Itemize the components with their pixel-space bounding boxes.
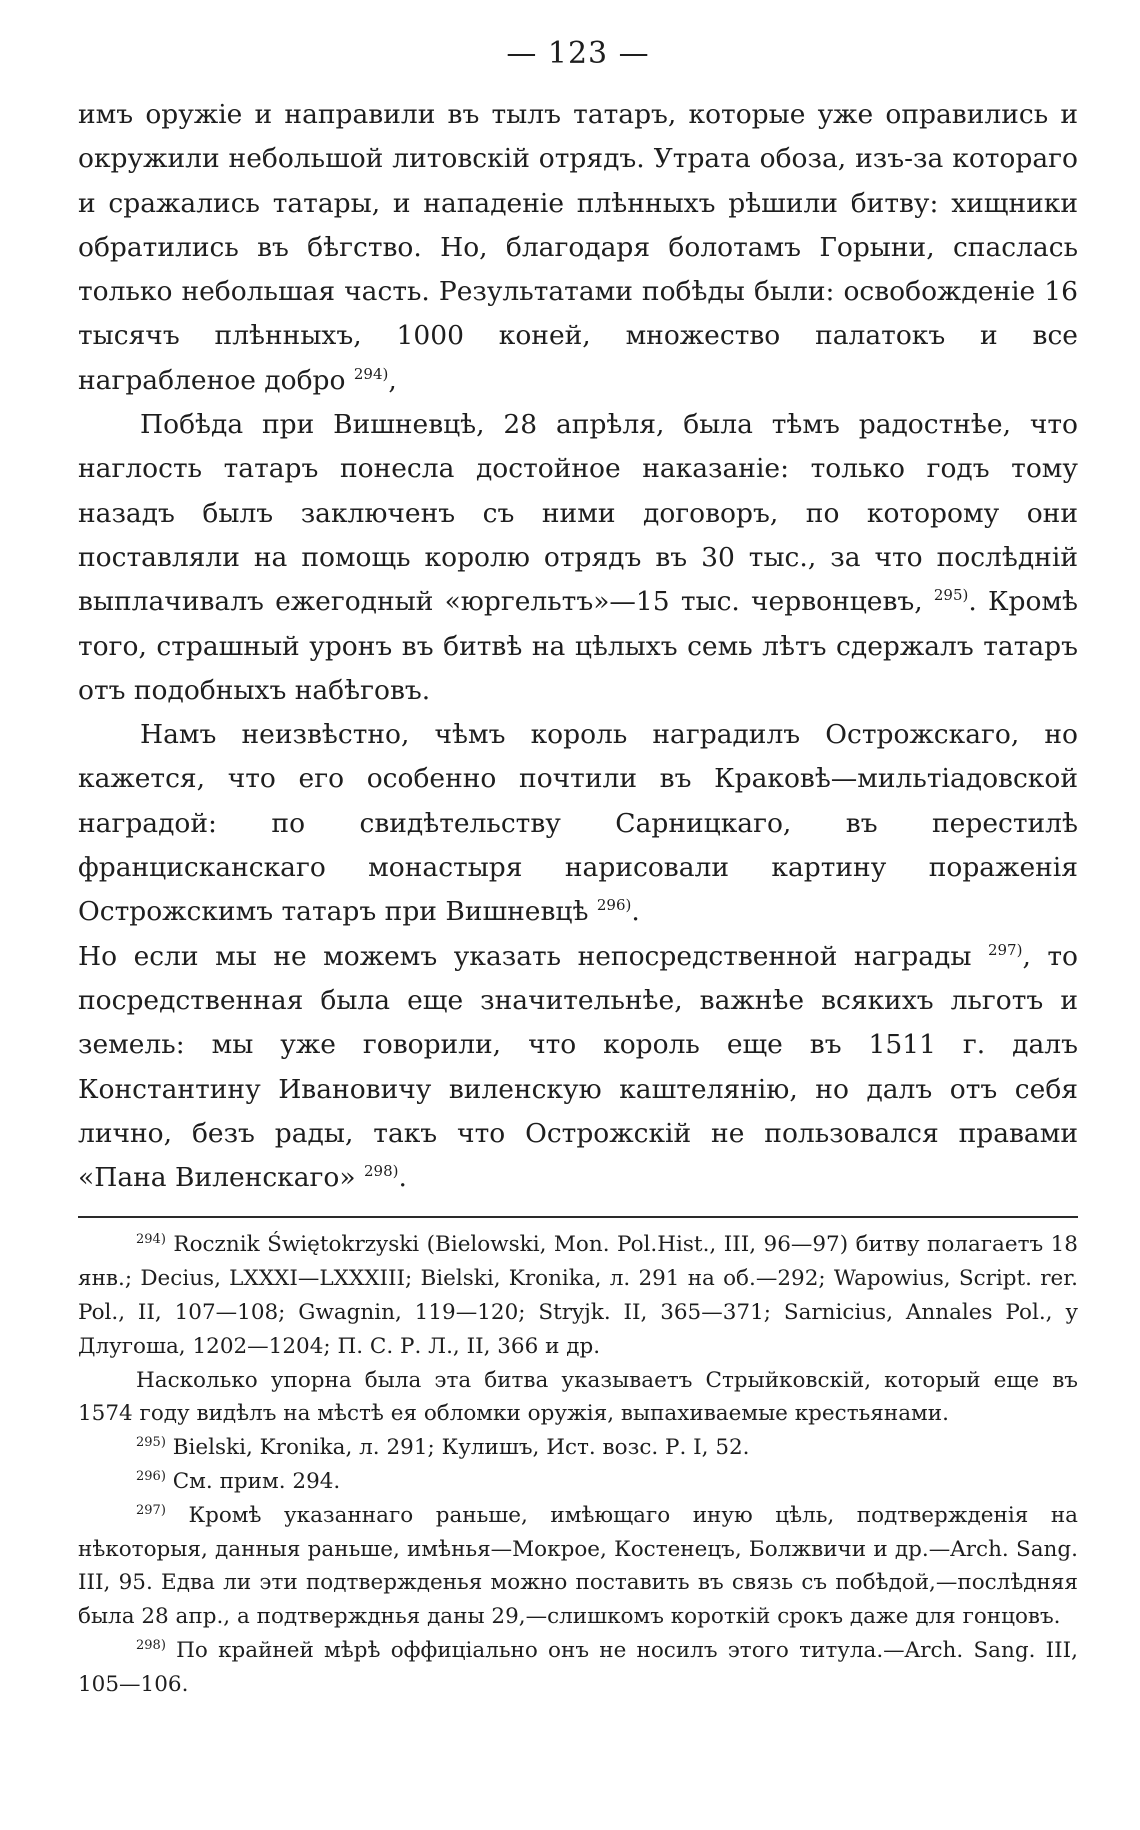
footnote-divider bbox=[78, 1216, 1078, 1218]
footnote bbox=[78, 1364, 1078, 1432]
page-number: — 123 — bbox=[506, 36, 650, 71]
paragraph bbox=[78, 713, 1078, 934]
paragraph-text: имъ оружіе и направили въ тылъ татаръ, которые уже оправились и окружили небольшой литовскій отрядъ. Утрата обоза, изъ-за котораго и сражались татары, и нападеніе плѣнныхъ рѣшили битву: хищники обратились въ бѣгство. Но, благодаря болотамъ Горыни, спаслась только небольшая часть. Результатами побѣды были: освобожденіе 16 тысячъ плѣнныхъ, 1000 коней, множество палатокъ и все награбленое добро bbox=[78, 99, 1078, 396]
paragraph-tail: . bbox=[631, 896, 640, 928]
footnotes bbox=[78, 1228, 1078, 1701]
footnote-reference: 294) bbox=[353, 364, 389, 383]
footnote-text: По крайней мѣрѣ оффиціально онъ не носилъ этого титула.—Arch. Sang. III, 105—106. bbox=[78, 1637, 1078, 1697]
footnote bbox=[78, 1228, 1078, 1363]
paragraph-tail: , то посредственная была еще значительнѣе, важнѣе всякихъ льготъ и земель: мы уже говорили, что король еще въ 1511 г. далъ Константину Ивановичу виленскую каштелянію, но далъ отъ себя лично, безъ рады, такъ что Острожскій не пользовался правами «Пана Виленскаго» bbox=[78, 940, 1078, 1194]
footnote-text: Rocznik Świętokrzyski (Bielowski, Mon. Pol.Hist., III, 96—97) битву полагаетъ 18 янв.; Decius, LXXXI—LXXXIII; Bielski, Kronika, л. 291 на об.—292; Wapowius, Script. rer. Pol., II, 107—108; Gwagnin, 119—120; Stryjk. II, 365—371; Sarnicius, Annales Pol., у Длугоша, 1202—1204; П. С. Р. Л., II, 366 и др. bbox=[78, 1232, 1078, 1359]
footnote bbox=[78, 1634, 1078, 1702]
footnote-number: 298) bbox=[136, 1637, 166, 1653]
paragraph-tail: . Кромѣ того, страшный уронъ въ битвѣ на цѣлыхъ семь лѣтъ сдержалъ татаръ отъ подобныхъ набѣговъ. bbox=[78, 586, 1078, 706]
footnote-reference: 295) bbox=[933, 586, 969, 605]
footnote-text: Насколько упорна была эта битва указываетъ Стрыйковскій, который еще въ 1574 году видѣлъ на мѣстѣ ея обломки оружія, выпахиваемые крестьянами. bbox=[78, 1367, 1078, 1427]
paragraph-text: Побѣда при Вишневцѣ, 28 апрѣля, была тѣмъ радостнѣе, что наглость татаръ понесла достойное наказаніе: только годъ тому назадъ былъ заключенъ съ ними договоръ, по которому они поставляли на помощь королю отрядъ въ 30 тыс., за что послѣдній выплачивалъ ежегодный «юргельтъ»—15 тыс. червонцевъ, bbox=[78, 409, 1078, 618]
footnote bbox=[78, 1431, 1078, 1465]
paragraph-text: Но если мы не можемъ указать непосредственной награды bbox=[78, 940, 972, 972]
paragraph bbox=[78, 403, 1078, 713]
paragraph bbox=[78, 935, 1078, 1201]
footnote-number: 297) bbox=[136, 1502, 166, 1518]
footnote-reference: 296) bbox=[596, 896, 632, 915]
paragraph-text: Намъ неизвѣстно, чѣмъ король наградилъ Острожскаго, но кажется, что его особенно почтили въ Краковѣ—мильтіадовской наградой: по свидѣтельству Сарницкаго, въ перестилѣ францисканскаго монастыря нарисовали картину пораженія Острожскимъ татаръ при Вишневцѣ bbox=[78, 719, 1078, 928]
footnote-text: Кромѣ указаннаго раньше, имѣющаго иную цѣль, подтвержденія на нѣкоторыя, данныя раньше, имѣнья—Мокрое, Костенецъ, Болжвичи и др.—Arch. Sang. III, 95. Едва ли эти подтвержденья можно поставить въ связь съ побѣдой,—послѣдняя была 28 апр., а подтвержднья даны 29,—слишкомъ короткій срокъ даже для гонцовъ. bbox=[78, 1502, 1078, 1630]
footnote-reference: 298) bbox=[364, 1162, 399, 1181]
footnote-text: См. прим. 294. bbox=[172, 1469, 341, 1494]
book-page bbox=[78, 36, 1078, 1702]
footnote bbox=[78, 1499, 1078, 1634]
main-text bbox=[78, 93, 1078, 1200]
footnote-reference: 297) bbox=[987, 940, 1023, 959]
paragraph-tail: . bbox=[398, 1162, 407, 1194]
footnote-number: 294) bbox=[136, 1232, 166, 1248]
footnote-number: 296) bbox=[136, 1468, 166, 1484]
footnote-text: Bielski, Kronika, л. 291; Кулишъ, Ист. возс. Р. I, 52. bbox=[172, 1435, 750, 1461]
paragraph-tail: , bbox=[388, 364, 397, 396]
footnote bbox=[78, 1465, 1078, 1499]
footnote-number: 295) bbox=[136, 1435, 166, 1451]
paragraph bbox=[78, 93, 1078, 403]
